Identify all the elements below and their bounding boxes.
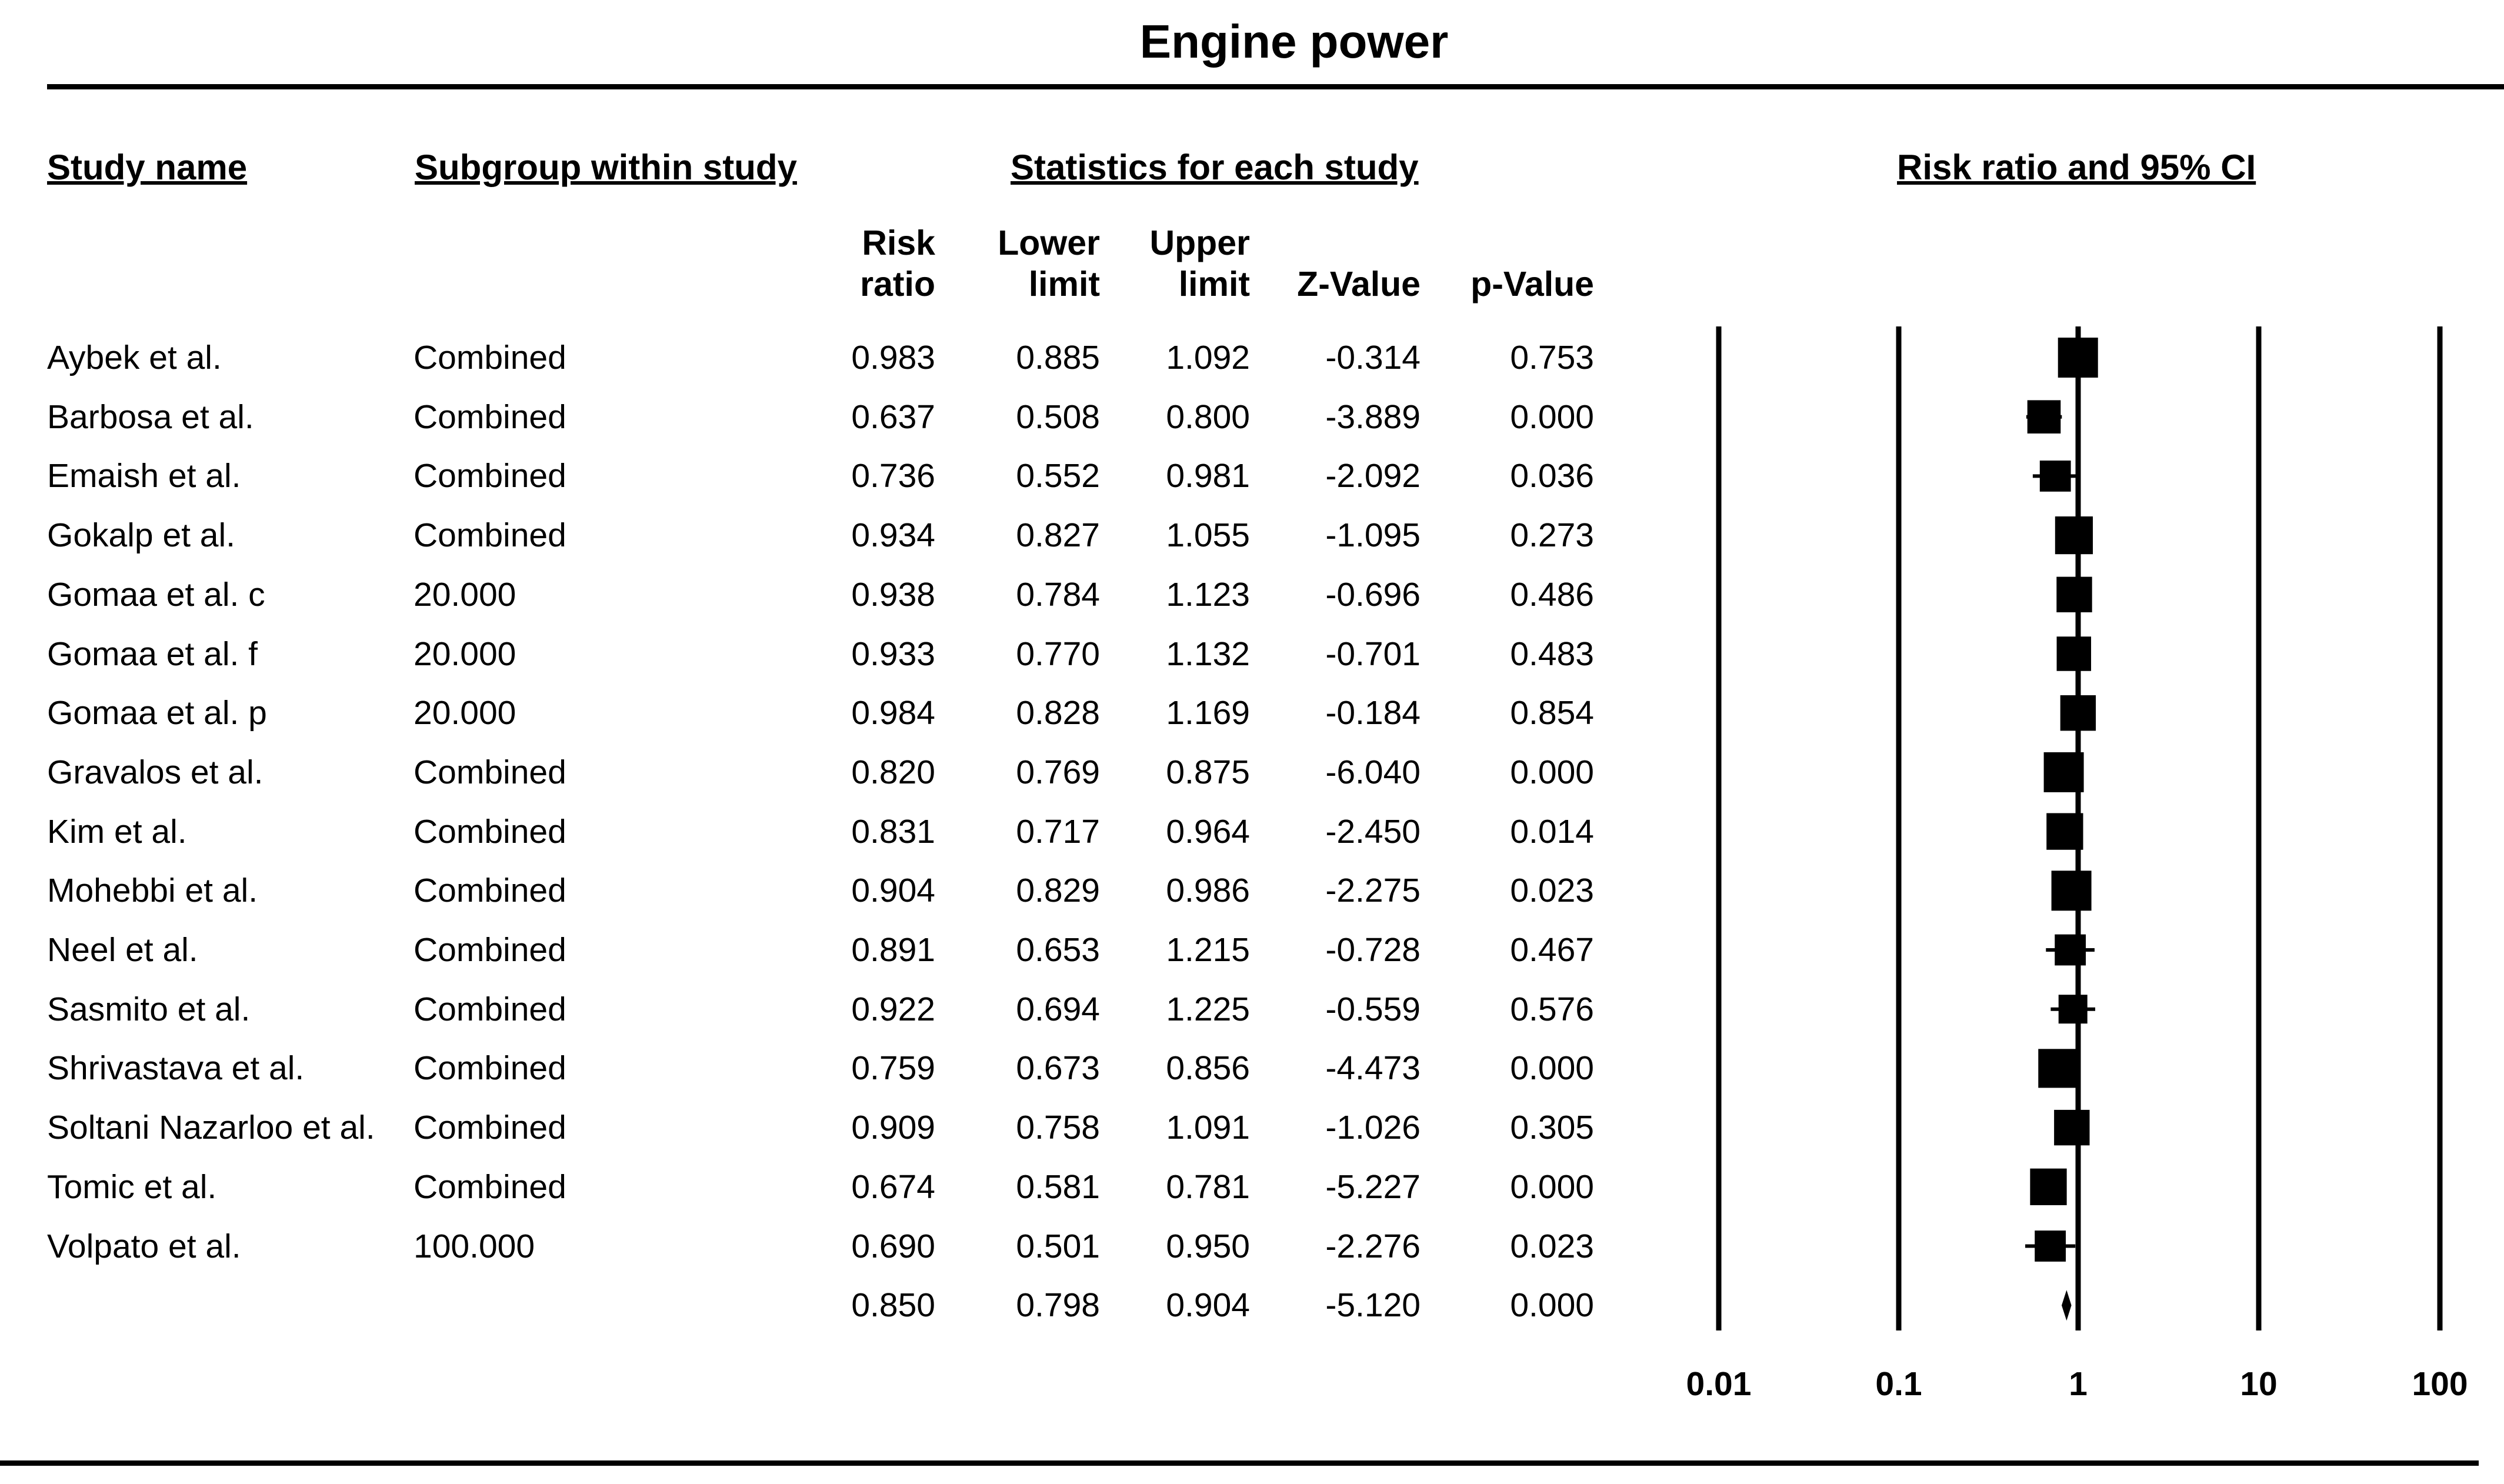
stat-upper: 0.875	[1166, 753, 1250, 791]
stat-p: 0.854	[1510, 694, 1594, 732]
stat-upper: 1.225	[1166, 990, 1250, 1028]
stat-z: -2.450	[1325, 812, 1421, 851]
subgroup: 20.000	[414, 575, 516, 613]
stat-z: -0.559	[1325, 990, 1421, 1028]
stat-z: -1.095	[1325, 516, 1421, 555]
stat-p: 0.023	[1510, 1227, 1594, 1265]
stat-lower: 0.694	[1016, 990, 1100, 1028]
point-estimate	[2054, 1110, 2089, 1145]
subgroup: Combined	[414, 339, 566, 376]
study-name: Gomaa et al. c	[47, 575, 265, 613]
stat-p: 0.467	[1510, 931, 1594, 969]
stat-z: -6.040	[1325, 753, 1421, 791]
stat-lower: 0.581	[1016, 1168, 1100, 1206]
stat-upper: 0.964	[1166, 812, 1250, 851]
x-tick-label: 1	[2069, 1365, 2088, 1403]
stat-upper: 1.169	[1166, 694, 1250, 732]
stat-z: -2.092	[1325, 457, 1421, 495]
summary-diamond	[2062, 1290, 2072, 1320]
stat-lower: 0.828	[1016, 694, 1100, 732]
stat-z: -0.728	[1325, 931, 1421, 969]
stat-z: -3.889	[1325, 398, 1421, 436]
point-estimate	[2059, 995, 2088, 1023]
stat-lower: 0.827	[1016, 516, 1100, 555]
header-risk-ratio-ci: Risk ratio and 95% CI	[1897, 148, 2256, 187]
stat-rr: 0.891	[851, 931, 935, 969]
subgroup: Combined	[414, 1049, 566, 1088]
x-tick-label: 100	[2412, 1365, 2468, 1403]
stat-lower: 0.653	[1016, 931, 1100, 969]
stat-upper: 0.856	[1166, 1049, 1250, 1088]
column-header-line2: p-Value	[1471, 265, 1594, 304]
point-estimate	[2056, 577, 2092, 612]
study-name: Gravalos et al.	[47, 753, 264, 791]
study-name: Sasmito et al.	[47, 990, 251, 1028]
subgroup: Combined	[414, 990, 566, 1028]
stat-lower: 0.784	[1016, 575, 1100, 613]
stat-rr: 0.831	[851, 812, 935, 851]
stat-upper: 0.986	[1166, 872, 1250, 910]
stat-rr: 0.938	[851, 575, 935, 613]
stat-upper: 0.781	[1166, 1168, 1250, 1206]
stat-rr: 0.637	[851, 398, 935, 436]
stat-upper: 1.215	[1166, 931, 1250, 969]
stat-upper: 1.123	[1166, 575, 1250, 613]
stat-z: -0.314	[1325, 339, 1421, 376]
stat-p: 0.036	[1510, 457, 1594, 495]
stat-upper: 0.950	[1166, 1227, 1250, 1265]
study-name: Volpato et al.	[47, 1227, 241, 1265]
column-header-line1: Upper	[1149, 224, 1250, 262]
stat-rr: 0.933	[851, 635, 935, 673]
study-name: Aybek et al.	[47, 339, 222, 376]
x-tick-label: 10	[2240, 1365, 2278, 1403]
subgroup: Combined	[414, 516, 566, 555]
study-name: Barbosa et al.	[47, 398, 254, 436]
stat-p: 0.023	[1510, 872, 1594, 910]
header-study-name: Study name	[47, 148, 248, 187]
stat-rr: 0.820	[851, 753, 935, 791]
stat-upper: 1.132	[1166, 635, 1250, 673]
header-statistics: Statistics for each study	[1011, 148, 1419, 187]
study-name: Mohebbi et al.	[47, 872, 258, 910]
study-name: Gomaa et al. f	[47, 635, 258, 673]
subgroup: Combined	[414, 398, 566, 436]
stat-rr: 0.904	[851, 872, 935, 910]
point-estimate	[2058, 338, 2098, 378]
stat-lower: 0.885	[1016, 339, 1100, 376]
header-subgroup: Subgroup within study	[415, 148, 797, 187]
stat-p: 0.576	[1510, 990, 1594, 1028]
study-name: Emaish et al.	[47, 457, 241, 495]
stat-upper: 0.904	[1166, 1286, 1250, 1325]
study-name: Soltani Nazarloo et al.	[47, 1109, 375, 1147]
stat-upper: 1.091	[1166, 1109, 1250, 1147]
stat-rr: 0.736	[851, 457, 935, 495]
point-estimate	[2057, 636, 2092, 671]
stat-rr: 0.690	[851, 1227, 935, 1265]
study-name: Gokalp et al.	[47, 516, 236, 555]
point-estimate	[2055, 935, 2086, 966]
point-estimate	[2035, 1230, 2066, 1262]
stat-z: -5.120	[1325, 1286, 1421, 1325]
stat-z: -4.473	[1325, 1049, 1421, 1088]
subgroup: 20.000	[414, 694, 516, 732]
subgroup: Combined	[414, 457, 566, 495]
stat-lower: 0.508	[1016, 398, 1100, 436]
stat-p: 0.273	[1510, 516, 1594, 555]
point-estimate	[2038, 1049, 2077, 1088]
subgroup: Combined	[414, 1109, 566, 1147]
study-name: Gomaa et al. p	[47, 694, 267, 732]
subgroup: 100.000	[414, 1227, 535, 1265]
column-header-line2: ratio	[860, 265, 935, 304]
point-estimate	[2030, 1169, 2066, 1205]
study-name: Neel et al.	[47, 931, 198, 969]
point-estimate	[2028, 400, 2061, 433]
point-estimate	[2040, 461, 2071, 492]
point-estimate	[2044, 752, 2084, 792]
stat-rr: 0.909	[851, 1109, 935, 1147]
subgroup: Combined	[414, 872, 566, 910]
stat-upper: 1.055	[1166, 516, 1250, 555]
stat-z: -0.701	[1325, 635, 1421, 673]
column-header-line2: limit	[1028, 265, 1100, 304]
point-estimate	[2060, 695, 2096, 731]
stat-lower: 0.717	[1016, 812, 1100, 851]
column-header-line2: Z-Value	[1297, 265, 1421, 304]
stat-upper: 0.800	[1166, 398, 1250, 436]
stat-rr: 0.759	[851, 1049, 935, 1088]
stat-p: 0.000	[1510, 398, 1594, 436]
stat-rr: 0.934	[851, 516, 935, 555]
column-header-line1: Risk	[862, 224, 935, 262]
stat-p: 0.305	[1510, 1109, 1594, 1147]
stat-lower: 0.769	[1016, 753, 1100, 791]
stat-p: 0.753	[1510, 339, 1594, 376]
stat-p: 0.000	[1510, 753, 1594, 791]
stat-rr: 0.674	[851, 1168, 935, 1206]
stat-upper: 0.981	[1166, 457, 1250, 495]
stat-lower: 0.501	[1016, 1227, 1100, 1265]
stat-rr: 0.983	[851, 339, 935, 376]
subgroup: Combined	[414, 1168, 566, 1206]
stat-lower: 0.829	[1016, 872, 1100, 910]
bottom-rule	[0, 1460, 2479, 1466]
stat-z: -5.227	[1325, 1168, 1421, 1206]
stat-z: -1.026	[1325, 1109, 1421, 1147]
stat-z: -0.696	[1325, 575, 1421, 613]
study-name: Kim et al.	[47, 812, 187, 851]
column-header-line1: Lower	[998, 224, 1100, 262]
stat-p: 0.483	[1510, 635, 1594, 673]
stat-p: 0.000	[1510, 1049, 1594, 1088]
subgroup: Combined	[414, 931, 566, 969]
stat-lower: 0.770	[1016, 635, 1100, 673]
stat-p: 0.000	[1510, 1168, 1594, 1206]
stat-lower: 0.552	[1016, 457, 1100, 495]
stat-p: 0.000	[1510, 1286, 1594, 1325]
stat-z: -2.276	[1325, 1227, 1421, 1265]
subgroup: Combined	[414, 812, 566, 851]
stat-upper: 1.092	[1166, 339, 1250, 376]
subgroup: 20.000	[414, 635, 516, 673]
stat-rr: 0.984	[851, 694, 935, 732]
point-estimate	[2055, 516, 2093, 554]
point-estimate	[2046, 813, 2083, 849]
stat-lower: 0.673	[1016, 1049, 1100, 1088]
column-header-line2: limit	[1178, 265, 1250, 304]
stat-rr: 0.850	[851, 1286, 935, 1325]
chart-title: Engine power	[1139, 15, 1449, 68]
x-tick-label: 0.1	[1875, 1365, 1922, 1403]
study-name: Shrivastava et al.	[47, 1049, 305, 1088]
stat-rr: 0.922	[851, 990, 935, 1028]
stat-p: 0.486	[1510, 575, 1594, 613]
subgroup: Combined	[414, 753, 566, 791]
x-tick-label: 0.01	[1686, 1365, 1752, 1403]
stat-lower: 0.798	[1016, 1286, 1100, 1325]
stat-z: -0.184	[1325, 694, 1421, 732]
stat-z: -2.275	[1325, 872, 1421, 910]
stat-lower: 0.758	[1016, 1109, 1100, 1147]
study-name: Tomic et al.	[47, 1168, 217, 1206]
stat-p: 0.014	[1510, 812, 1594, 851]
point-estimate	[2052, 871, 2092, 911]
